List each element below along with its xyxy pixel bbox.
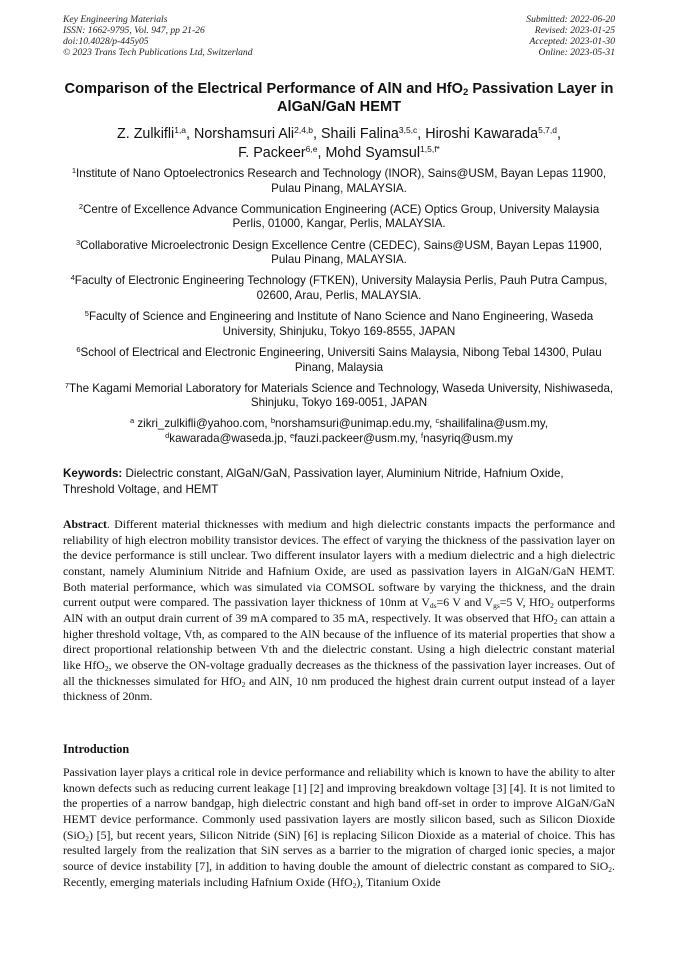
author: F. Packeer$^{6,e}$, [238,144,326,161]
accepted-date: Accepted: 2023-01-30 [529,36,615,47]
email-link[interactable]: norshamsuri@unimap.edu.my, [275,417,436,431]
title-text: Comparison of the Electrical Performance of AlN and HfO [64,81,463,97]
title-text-end: Passivation Layer in AlGaN/GaN HEMT [276,81,614,115]
author: Norshamsuri Ali$^{2,4,b}$, [194,125,321,142]
author-list [63,125,615,163]
copyright-line: © 2023 Trans Tech Publications Ltd, Switzerland [63,47,253,58]
email-link[interactable]: zikri_zulkifli@yahoo.com, [134,417,271,431]
keywords-text: Dielectric constant, AlGaN/GaN, Passivation layer, Aluminium Nitride, Hafnium Oxide, Threshold Voltage, and HEMT [63,467,564,496]
submitted-date: Submitted: 2022-06-20 [526,14,615,25]
affiliation: $^3$Collaborative Microelectronic Design Excellence Centre (CEDEC), Sains@USM, Bayan Lepas 11900, Pulau Pinang, MALAYSIA. [75,237,603,267]
email-link[interactable]: shailifalina@usm.my, [439,417,549,431]
email-link[interactable]: nasyriq@usm.my [423,432,513,446]
affiliation: $^6$School of Electrical and Electronic Engineering, Universiti Sains Malaysia, Nibong Tebal 14300, Pulau Pinang, Malaysia [76,344,602,374]
affiliation: $^7$The Kagami Memorial Laboratory for Materials Science and Technology, Waseda University, Nishiwaseda, Shinjuku, Tokyo 169-0051, JAPAN [64,380,614,410]
journal-name: Key Engineering Materials [63,14,168,25]
email-list: $^a$ zikri_zulkifli@yahoo.com, $^b$norshamsuri@unimap.edu.my, $^c$shailifalina@usm.my, $^d$kawarada@waseda.jp, $^e$fauzi.packeer@usm.my, $^f$nasyriq@usm.my [129,416,549,446]
email-link[interactable]: kawarada@waseda.jp, [169,432,290,446]
introduction-heading: Introduction [63,742,130,756]
abstract-label: Abstract [63,517,107,531]
affiliation: $^1$Institute of Nano Optoelectronics Research and Technology (INOR), Sains@USM, Bayan Lepas 11900, Pulau Pinang, MALAYSIA. [71,166,607,195]
keywords-label: Keywords: [63,467,123,480]
email-link[interactable]: fauzi.packeer@usm.my, [294,432,422,446]
journal-header-right [526,14,615,58]
introduction-text: Passivation layer plays a critical role in device performance and reliability which is known to have the ability to alter known defects such as reducing current leakage [1] [2] and improving breakdown voltage [3] [4]. It is not limited to the properties of a narrow bandgap, high dielectric constant and high band off-set in order to improve AlGaN/GaN HEMT device performance. Commonly used passivation layers are mostly silicon based, such as Silicon Dioxide (SiO$_2$) [5], but recent years, Silicon Nitride (SiN) [6] is replacing Silicon Dioxide as a material of choice. This has resulted largely from the realization that SiN serves as a barrier to the migration of charged ionic species, a major source of device instability [7], in addition to having double the amount of dielectric constant as compared to SiO$_2$. Recently, emerging materials including Hafnium Oxide (HfO$_2$), Titanium Oxide [63,765,615,890]
author: Z. Zulkifli$^{1,a}$, [117,125,194,142]
journal-header-left [63,14,253,58]
online-date: Online: 2023-05-31 [538,47,615,58]
paper-title [63,80,615,116]
author: Hiroshi Kawarada$^{5,7,d}$, [425,125,561,142]
title-subscript: 2 [462,87,469,98]
doi-line: doi:10.4028/p-445y05 [63,36,149,47]
abstract: Abstract. Different material thicknesses with medium and high dielectric constants impacts the performance and reliability of high electron mobility transistor devices. The effect of varying the thickness of the passivation layer on the device performance is still unclear. Two different insulator layers with a medium dielectric and a high dielectric constant, namely Aluminium Nitride and Hafnium Oxide, are used as passivation layers in AlGaN/GaN HEMT. Both material performance, which was simulated via COMSOL software by varying the thickness, and the drain current output were compared. The passivation layer thickness of 10nm at $V_{ds}=6$ V and $V_{gs}=5$ V, HfO$_2$ outperforms AlN with an output drain current of 39 mA compared to 35 mA, respectively. It was observed that HfO$_2$ can attain a higher threshold voltage, Vth, as compared to the AlN because of the influence of its material properties that show a direct proportional relationship between Vth and the dielectric constant. Using a high dielectric constant material like HfO$_2$, we observe the ON-voltage gradually decreases as the thickness of the passivation layer increases. Out of all the thicknesses simulated for HfO$_2$ and AlN, 10 nm produced the highest drain current output instead of a layer thickness of 20nm. [63,517,615,704]
keywords [63,466,615,497]
affiliation: $^2$Centre of Excellence Advance Communication Engineering (ACE) Optics Group, University Malaysia Perlis, 01000, Kangar, Perlis, MALAYSIA. [78,201,600,231]
affiliation: $^5$Faculty of Science and Engineering and Institute of Nano Science and Nano Engineering, Waseda University, Shinjuku, Tokyo 169-8555, JAPAN [84,309,594,338]
affiliation-list [63,167,615,447]
author: Shaili Falina$^{3,5,c}$, [320,125,426,142]
author: Mohd Syamsul$^{1,5,f*}$ [325,144,440,161]
issn-line: ISSN: 1662-9795, Vol. 947, pp 21-26 [63,25,205,36]
affiliation: $^4$Faculty of Electronic Engineering Technology (FTKEN), University Malaysia Perlis, Pauh Putra Campus, 02600, Arau, Perlis, MALAYSIA. [70,273,608,302]
revised-date: Revised: 2023-01-25 [534,25,615,36]
